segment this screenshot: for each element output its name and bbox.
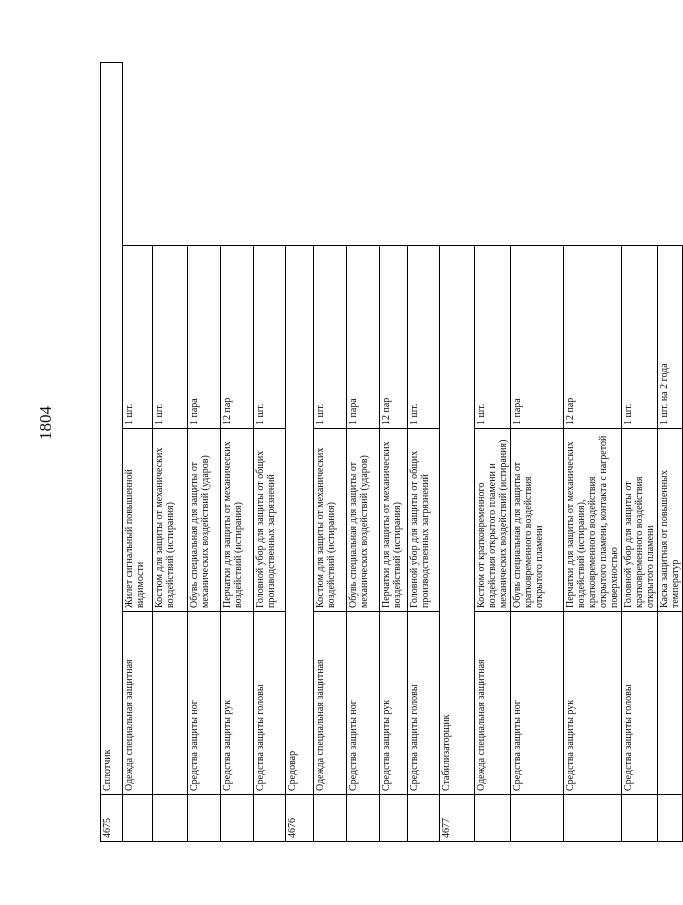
profession-code: 4675 bbox=[101, 795, 123, 842]
category-cell: Средства защиты головы bbox=[254, 612, 286, 795]
table-row bbox=[564, 63, 622, 842]
norm-cell: 1 шт. bbox=[153, 246, 188, 429]
item-cell: Обувь специальная для защиты от механических воздействий (ударов) bbox=[347, 429, 380, 612]
profession-name: Средовар bbox=[286, 246, 314, 795]
item-cell: Костюм от кратковременного воздействия открытого пламени и механических воздействий (истирания) bbox=[475, 429, 511, 612]
category-cell: Средства защиты рук bbox=[564, 612, 622, 795]
category-cell bbox=[153, 612, 188, 795]
code-cell bbox=[380, 795, 408, 842]
category-cell: Средства защиты рук bbox=[380, 612, 408, 795]
code-cell bbox=[511, 795, 564, 842]
category-cell: Средства защиты ног bbox=[511, 612, 564, 795]
table-row bbox=[408, 63, 440, 842]
norm-cell: 1 пара bbox=[511, 246, 564, 429]
profession-code: 4677 bbox=[440, 795, 475, 842]
item-cell: Перчатки для защиты от механических воздействий (истирания) bbox=[380, 429, 408, 612]
norm-cell: 1 шт. bbox=[475, 246, 511, 429]
item-cell: Головной убор для защиты от кратковременного воздействия открытого пламени bbox=[622, 429, 658, 612]
code-cell bbox=[123, 795, 153, 842]
item-cell: Костюм для защиты от механических воздействий (истирания) bbox=[314, 429, 347, 612]
code-cell bbox=[254, 795, 286, 842]
item-cell: Головной убор для защиты от общих производственных загрязнений bbox=[254, 429, 286, 612]
table-row bbox=[475, 63, 511, 842]
code-cell bbox=[347, 795, 380, 842]
code-cell bbox=[408, 795, 440, 842]
table-row-profession-header bbox=[101, 63, 123, 842]
code-cell bbox=[564, 795, 622, 842]
code-cell bbox=[622, 795, 658, 842]
norm-cell: 1 шт. bbox=[314, 246, 347, 429]
ppe-norms-table bbox=[100, 62, 683, 842]
table-row bbox=[123, 63, 153, 842]
category-cell: Средства защиты ног bbox=[188, 612, 221, 795]
category-cell: Одежда специальная защитная bbox=[123, 612, 153, 795]
code-cell bbox=[475, 795, 511, 842]
item-cell: Жилет сигнальный повышенной видимости bbox=[123, 429, 153, 612]
code-cell bbox=[314, 795, 347, 842]
norm-cell: 1 шт. bbox=[123, 246, 153, 429]
norm-cell: 1 шт. bbox=[622, 246, 658, 429]
page-number: 1804 bbox=[36, 406, 55, 440]
profession-name: Сплотчик bbox=[101, 63, 123, 795]
table-row bbox=[254, 63, 286, 842]
table-row bbox=[153, 63, 188, 842]
category-cell: Одежда специальная защитная bbox=[475, 612, 511, 795]
category-cell: Одежда специальная защитная bbox=[314, 612, 347, 795]
code-cell bbox=[188, 795, 221, 842]
profession-name: Стабилизаторщик bbox=[440, 246, 475, 795]
table-row bbox=[658, 63, 683, 842]
table-row bbox=[314, 63, 347, 842]
category-cell bbox=[658, 612, 683, 795]
table-row bbox=[380, 63, 408, 842]
category-cell: Средства защиты ног bbox=[347, 612, 380, 795]
norm-cell: 12 пар bbox=[380, 246, 408, 429]
item-cell: Перчатки для защиты от механических воздействий (истирания) bbox=[221, 429, 254, 612]
table-row-profession-header bbox=[286, 63, 314, 842]
category-cell: Средства защиты головы bbox=[408, 612, 440, 795]
norm-cell: 12 пар bbox=[564, 246, 622, 429]
code-cell bbox=[221, 795, 254, 842]
item-cell: Обувь специальная для защиты от механических воздействий (ударов) bbox=[188, 429, 221, 612]
item-cell: Каска защитная от повышенных температур bbox=[658, 429, 683, 612]
rotated-page-content bbox=[100, 62, 681, 842]
table-row bbox=[221, 63, 254, 842]
table-row bbox=[622, 63, 658, 842]
table-row bbox=[347, 63, 380, 842]
code-cell bbox=[658, 795, 683, 842]
norm-cell: 1 пара bbox=[347, 246, 380, 429]
norm-cell: 1 шт. bbox=[408, 246, 440, 429]
norm-cell: 1 шт. на 2 года bbox=[658, 246, 683, 429]
item-cell: Костюм для защиты от механических воздействий (истирания) bbox=[153, 429, 188, 612]
profession-code: 4676 bbox=[286, 795, 314, 842]
item-cell: Головной убор для защиты от общих производственных загрязнений bbox=[408, 429, 440, 612]
code-cell bbox=[153, 795, 188, 842]
category-cell: Средства защиты рук bbox=[221, 612, 254, 795]
item-cell: Перчатки для защиты от механических воздействий (истирания), кратковременного воздействия открытого пламени, контакта с нагретой поверхностью bbox=[564, 429, 622, 612]
item-cell: Обувь специальная для защиты от кратковременного воздействия открытого пламени bbox=[511, 429, 564, 612]
norm-cell: 1 шт. bbox=[254, 246, 286, 429]
table-row bbox=[188, 63, 221, 842]
category-cell: Средства защиты головы bbox=[622, 612, 658, 795]
norm-cell: 12 пар bbox=[221, 246, 254, 429]
table-row bbox=[511, 63, 564, 842]
table-row-profession-header bbox=[440, 63, 475, 842]
norm-cell: 1 пара bbox=[188, 246, 221, 429]
